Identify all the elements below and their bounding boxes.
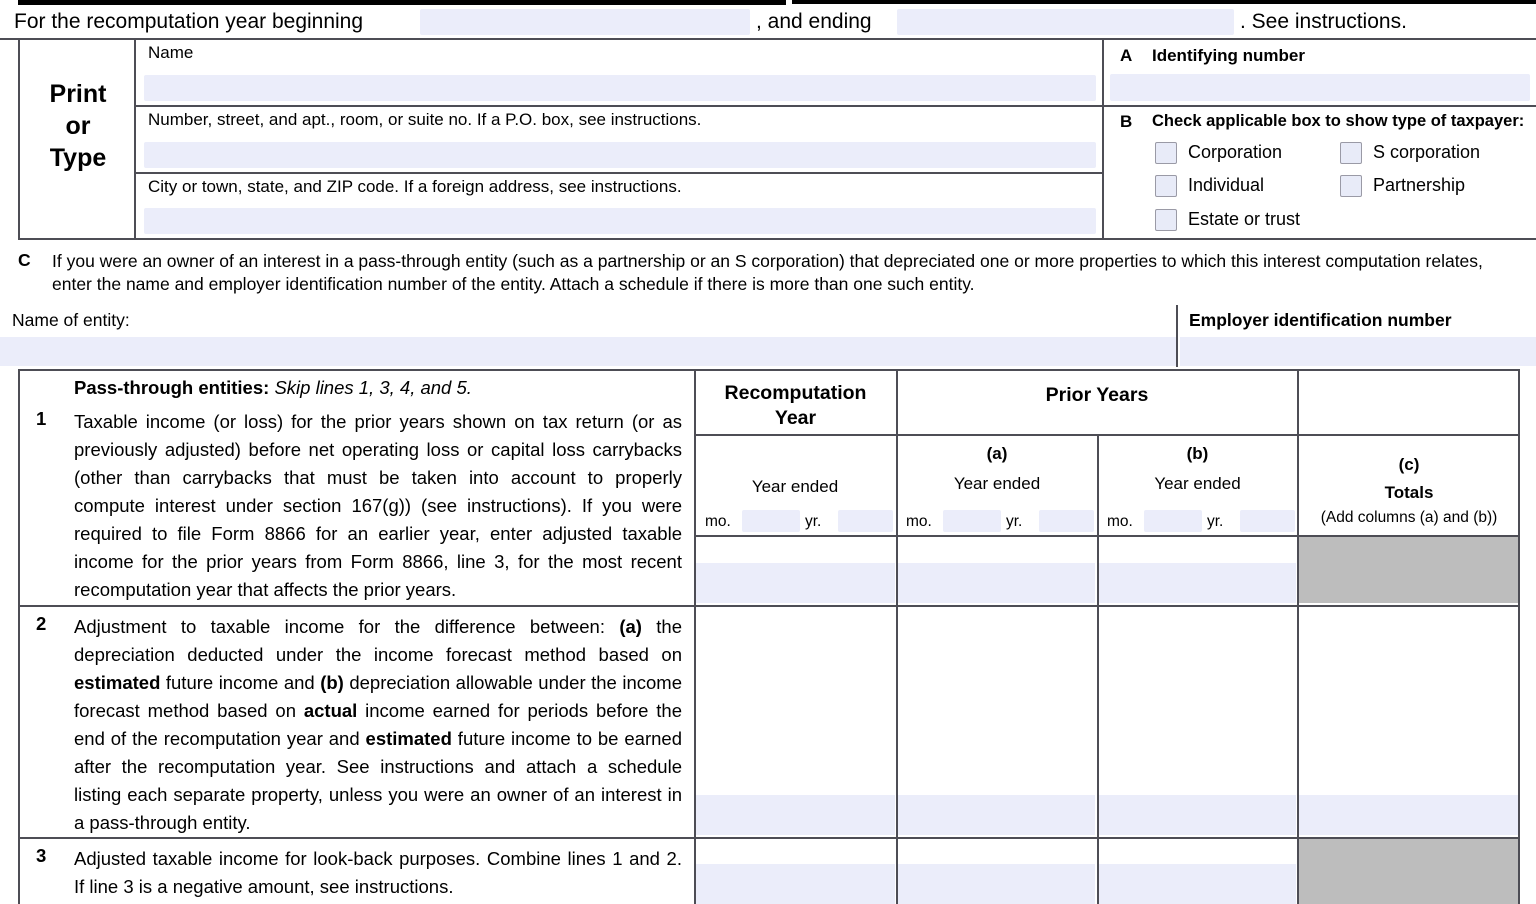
passthrough-note-italic: Skip lines 1, 3, 4, and 5. xyxy=(269,377,472,398)
header-recomputation-year-line1: Recomputation xyxy=(724,382,867,404)
line-3-number: 3 xyxy=(36,845,47,866)
entity-name-input[interactable] xyxy=(0,337,1176,366)
ein-label: Employer identification number xyxy=(1189,310,1452,330)
checkbox-partnership[interactable] xyxy=(1340,175,1362,197)
item-a-caption: Identifying number xyxy=(1152,46,1305,65)
mo-label-column-b: mo. xyxy=(1107,513,1133,530)
header-column-c-note: (Add columns (a) and (b)) xyxy=(1320,509,1498,526)
mo-input-recomputation[interactable] xyxy=(742,510,800,532)
line-1-column-b-cell[interactable] xyxy=(1099,537,1296,603)
year-ended-column-a: Year ended xyxy=(953,474,1041,493)
table-left-border xyxy=(18,369,20,904)
item-a-b-divider xyxy=(1104,105,1536,107)
city-cell xyxy=(136,174,1102,238)
header-column-c-letter: (c) xyxy=(1398,455,1420,474)
yr-input-recomputation[interactable] xyxy=(838,510,893,532)
identifying-number-input[interactable] xyxy=(1110,74,1530,101)
line-1-text: Taxable income (or loss) for the prior years shown on tax return (or as previously adjusted) before net operating loss or capital loss carrybacks (other than carrybacks that must be taken into account to properly compute interest under section 167(g)) (see instructions). If you were required to file Form 8866 for an earlier year, enter adjusted taxable income for the prior years from Form 8866, line 3, for the most recent recomputation year that affects the prior years. xyxy=(74,411,682,600)
item-c-letter: C xyxy=(18,250,31,270)
name-input[interactable] xyxy=(144,75,1096,101)
ein-input[interactable] xyxy=(1180,337,1536,366)
header-column-b-letter: (b) xyxy=(1186,444,1209,463)
header-column-c-title: Totals xyxy=(1384,483,1434,502)
item-a-letter: A xyxy=(1120,46,1133,65)
year-ended-recomputation: Year ended xyxy=(751,477,839,496)
line-2-column-a-value[interactable] xyxy=(898,795,1095,835)
header-recomputation-year xyxy=(696,381,895,431)
street-caption: Number, street, and apt., room, or suite no. If a P.O. box, see instructions. xyxy=(148,110,702,129)
passthrough-note-bold: Pass-through entities: xyxy=(74,377,270,398)
item-c-text: If you were an owner of an interest in a pass-through entity (such as a partnership or an S corporation) that depreciated one or more properties to which this interest computation relates, enter the name and employer identification number of the entity. Attach a schedule if there is more than one such entity. xyxy=(52,251,1483,294)
line-2-recomputation-cell[interactable] xyxy=(696,607,895,835)
line-1-column-a-value[interactable] xyxy=(898,563,1095,603)
line-3-recomputation-cell[interactable] xyxy=(696,839,895,904)
line-3-column-b-value[interactable] xyxy=(1099,864,1296,904)
line-3-column-a-cell[interactable] xyxy=(898,839,1095,904)
print-or-type-label xyxy=(24,78,132,174)
line-1-recomputation-value[interactable] xyxy=(696,563,895,603)
line-3-column-a-value[interactable] xyxy=(898,864,1095,904)
entity-name-label: Name of entity: xyxy=(12,310,130,330)
checkbox-corporation[interactable] xyxy=(1155,142,1177,164)
recomputation-ending-label: , and ending xyxy=(756,10,872,33)
line-1-number: 1 xyxy=(36,408,47,429)
city-input[interactable] xyxy=(144,208,1096,234)
street-input[interactable] xyxy=(144,142,1096,168)
checkbox-label-individual: Individual xyxy=(1188,175,1265,195)
print-type-bottom-divider xyxy=(18,238,1536,240)
print-or-type-line3: Type xyxy=(49,144,107,172)
recomputation-year-row xyxy=(0,5,1536,38)
line-1-column-a-cell[interactable] xyxy=(898,537,1095,603)
checkbox-estate-or-trust[interactable] xyxy=(1155,209,1177,231)
yr-input-column-b[interactable] xyxy=(1240,510,1295,532)
table-right-border xyxy=(1518,369,1520,904)
mo-label-recomputation: mo. xyxy=(705,513,731,530)
item-b-caption: Check applicable box to show type of taxpayer: xyxy=(1152,112,1525,130)
line-2-column-c-cell[interactable] xyxy=(1299,607,1518,835)
checkbox-label-partnership: Partnership xyxy=(1373,175,1466,195)
year-ended-column-b: Year ended xyxy=(1154,474,1241,493)
header-recomputation-year-line2: Year xyxy=(774,407,817,429)
checkbox-label-corporation: Corporation xyxy=(1188,142,1283,162)
print-type-left-border xyxy=(18,40,20,238)
header-column-a-letter: (a) xyxy=(986,444,1008,463)
entity-ein-divider xyxy=(1176,305,1178,367)
line-3-text: Adjusted taxable income for look-back purposes. Combine lines 1 and 2. If line 3 is a negative amount, see instructions. xyxy=(74,848,682,897)
checkbox-s-corporation[interactable] xyxy=(1340,142,1362,164)
mo-input-column-a[interactable] xyxy=(943,510,1001,532)
passthrough-entities-note xyxy=(74,377,472,399)
line-3-recomputation-value[interactable] xyxy=(696,864,895,904)
line-2-number: 2 xyxy=(36,613,47,634)
mo-input-column-b[interactable] xyxy=(1144,510,1202,532)
line-1-recomputation-cell[interactable] xyxy=(696,537,895,603)
table-top-border xyxy=(18,369,1520,371)
mo-label-column-a: mo. xyxy=(906,513,932,530)
checkbox-label-estate-or-trust: Estate or trust xyxy=(1188,209,1301,229)
city-caption: City or town, state, and ZIP code. If a foreign address, see instructions. xyxy=(148,177,682,196)
line-2-column-a-cell[interactable] xyxy=(898,607,1095,835)
print-or-type-line2: or xyxy=(65,112,91,140)
header-prior-years: Prior Years xyxy=(1045,384,1149,406)
top-divider-bar-right xyxy=(792,0,1536,4)
print-or-type-line1: Print xyxy=(49,80,107,108)
street-cell xyxy=(136,107,1102,172)
line-2-text: Adjustment to taxable income for the difference between: (a) the depreciation deducted under the income forecast method based on estimated future income and (b) depreciation allowable under the income forecast method based on actual income earned for periods before the end of the recomputation year and estimated future income to be earned after the recomputation year. See instructions and attach a schedule listing each separate property, unless you were an owner of an interest in a pass-through entity. xyxy=(74,616,682,833)
line-2-column-b-value[interactable] xyxy=(1099,795,1296,835)
see-instructions-label: . See instructions. xyxy=(1240,10,1407,33)
line-3-column-c-shaded-cell xyxy=(1299,839,1518,904)
line-3-column-b-cell[interactable] xyxy=(1099,839,1296,904)
checkbox-label-s-corporation: S corporation xyxy=(1373,142,1481,162)
yr-label-recomputation: yr. xyxy=(805,513,822,530)
name-cell xyxy=(136,40,1102,105)
table-header-divider-1 xyxy=(694,434,1520,436)
recomputation-ending-input[interactable] xyxy=(897,9,1234,35)
line-2-column-b-cell[interactable] xyxy=(1099,607,1296,835)
recomputation-beginning-input[interactable] xyxy=(420,9,750,35)
line-1-column-c-shaded-cell xyxy=(1299,537,1518,603)
checkbox-individual[interactable] xyxy=(1155,175,1177,197)
name-caption: Name xyxy=(148,43,194,62)
line-1-column-b-value[interactable] xyxy=(1099,563,1296,603)
item-b-letter: B xyxy=(1120,112,1133,131)
line-2-recomputation-value[interactable] xyxy=(696,795,895,835)
yr-label-column-a: yr. xyxy=(1006,513,1023,530)
yr-input-column-a[interactable] xyxy=(1039,510,1094,532)
line-2-column-c-value[interactable] xyxy=(1299,795,1518,835)
yr-label-column-b: yr. xyxy=(1207,513,1224,530)
recomputation-beginning-label: For the recomputation year beginning xyxy=(14,10,364,33)
